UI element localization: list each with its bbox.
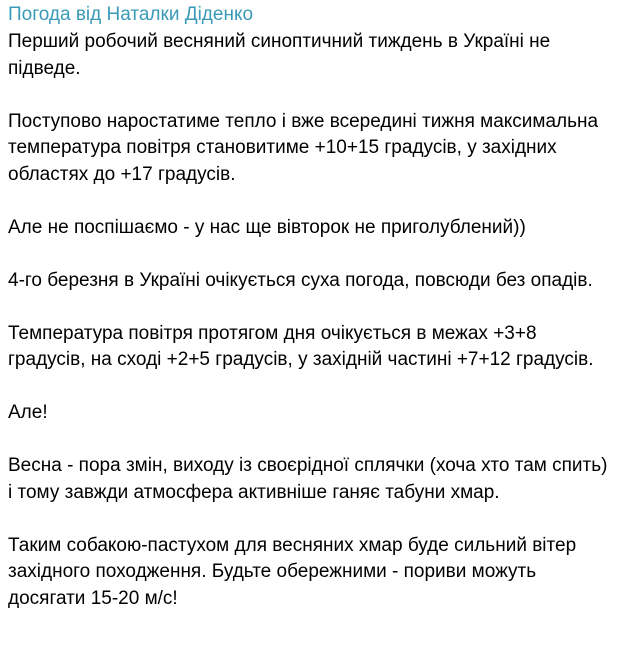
channel-name-link[interactable]: Погода від Наталки Діденко [8,4,254,25]
channel-post [8,1,614,612]
post-paragraph-2: Поступово наростатиме тепло і вже всередині тижня максимальна температура повітря становитиме +10+15 градусів, у західних областях до +17 градусів. [8,110,599,185]
post-paragraph-8: Таким собакою-пастухом для весняних хмар буде сильний вітер західного походження. Будьте обережними - пориви можуть досягати 15-20 м/с! [8,534,577,609]
post-paragraph-7: Весна - пора змін, виходу із своєрідної сплячки (хоча хто там спить) і тому завжди атмосфера активніше ганяє табуни хмар. [8,455,608,503]
post-paragraph-1: Перший робочий весняний синоптичний тиждень в Україні не підведе. [8,31,551,79]
post-paragraph-3: Але не поспішаємо - у нас ще вівторок не приголублений)) [8,216,526,238]
post-paragraph-4: 4-го березня в Україні очікується суха погода, повсюди без опадів. [8,269,593,291]
post-text [8,29,614,612]
post-paragraph-5: Температура повітря протягом дня очікується в межах +3+8 градусів, на сході +2+5 градусів, у західній частині +7+12 градусів. [8,322,594,370]
post-paragraph-6: Але! [8,402,48,423]
